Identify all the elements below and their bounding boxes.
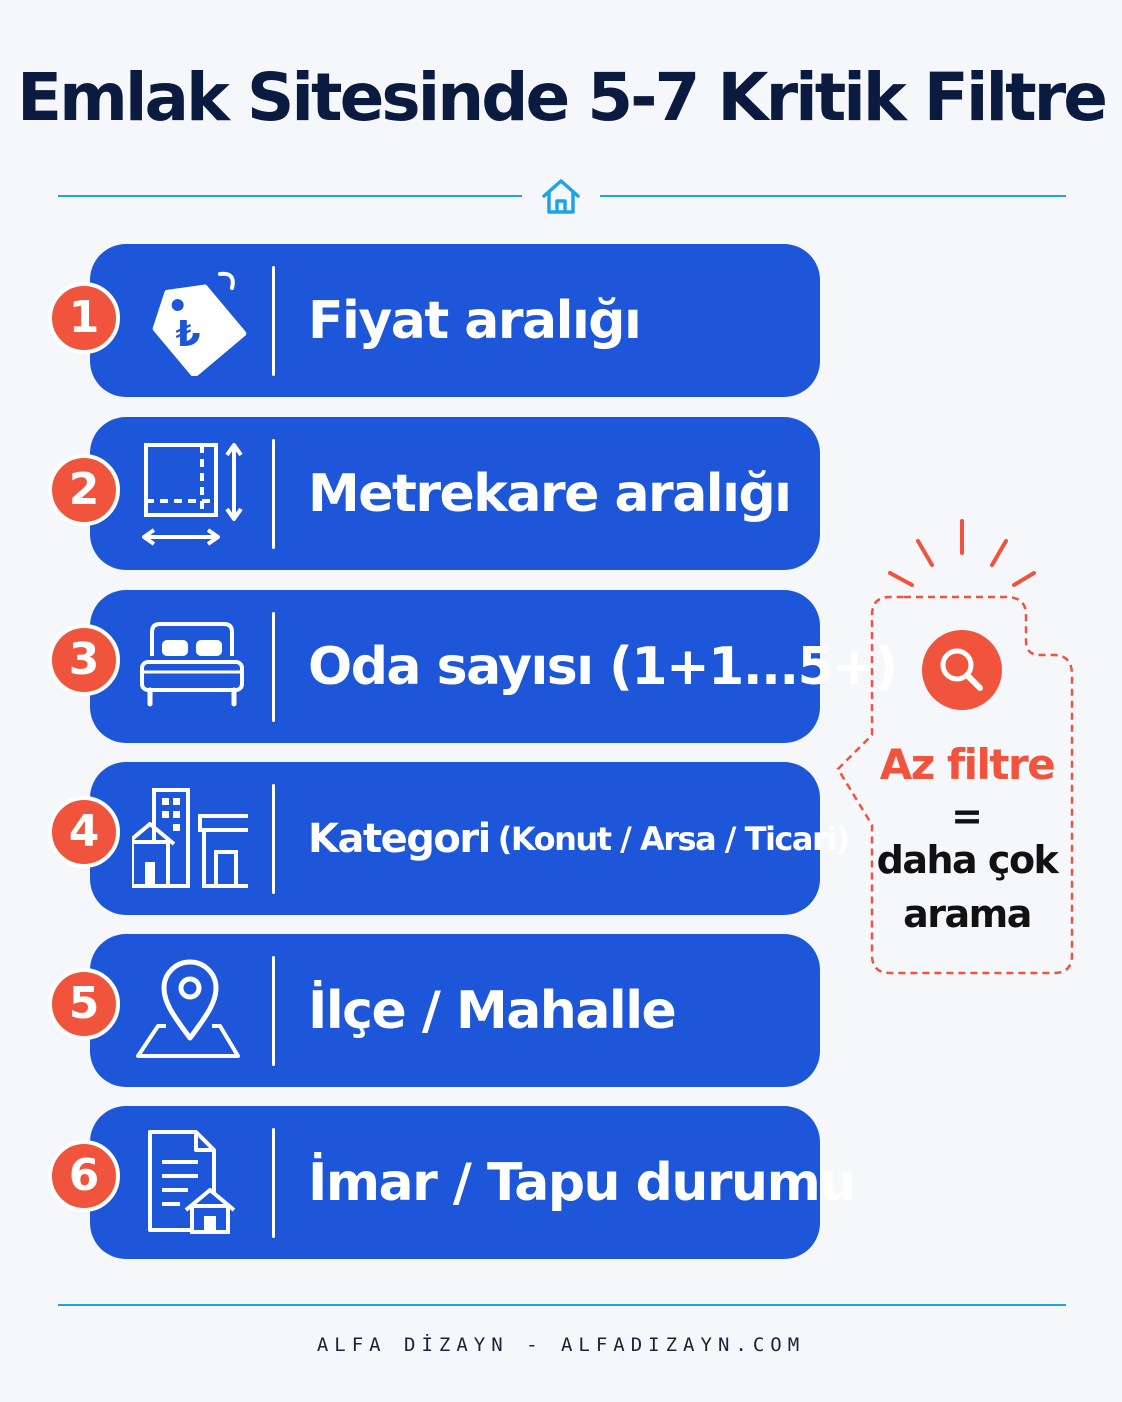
filter-label-sub: (Konut / Arsa / Ticari) — [497, 819, 849, 858]
filter-card-area — [90, 417, 820, 570]
step-badge-2: 2 — [48, 454, 120, 526]
svg-text:₺: ₺ — [175, 314, 201, 355]
filter-label: Fiyat aralığı — [308, 290, 641, 351]
card-divider — [272, 266, 275, 376]
step-badge-4: 4 — [48, 796, 120, 868]
filter-label-main: Kategori — [308, 815, 490, 862]
filter-card-rooms — [90, 590, 897, 743]
price-tag-lira-icon — [132, 266, 248, 376]
header-divider-left — [58, 195, 522, 197]
bed-icon — [132, 612, 248, 722]
buildings-icon — [132, 784, 248, 894]
card-divider — [272, 612, 275, 722]
step-badge-3: 3 — [48, 624, 120, 696]
footer-divider — [58, 1304, 1066, 1306]
map-pin-icon — [132, 956, 248, 1066]
card-divider — [272, 1128, 275, 1238]
card-divider — [272, 439, 275, 549]
search-icon — [920, 628, 1004, 712]
home-icon — [540, 176, 582, 216]
filter-label — [308, 762, 849, 915]
filter-label: İlçe / Mahalle — [308, 980, 676, 1041]
page-title: Emlak Sitesinde 5-7 Kritik Filtre — [16, 59, 1105, 136]
filter-card-zoning — [90, 1106, 855, 1259]
filter-label: Metrekare aralığı — [308, 463, 791, 524]
filter-card-location — [90, 934, 820, 1087]
step-badge-6: 6 — [48, 1140, 120, 1212]
card-divider — [272, 956, 275, 1066]
document-house-icon — [132, 1128, 248, 1238]
header-divider-right — [600, 195, 1066, 197]
filter-card-category — [90, 762, 849, 915]
step-badge-1: 1 — [48, 282, 120, 354]
area-dimensions-icon — [132, 439, 248, 549]
callout-line-1: Az filtre — [879, 740, 1055, 789]
filter-label: İmar / Tapu durumu — [308, 1152, 855, 1213]
callout-line-2: = — [951, 794, 983, 838]
card-divider — [272, 784, 275, 894]
callout-line-4: arama — [903, 892, 1031, 936]
filter-label: Oda sayısı (1+1...5+) — [308, 636, 897, 697]
step-badge-5: 5 — [48, 968, 120, 1040]
callout-line-3: daha çok — [876, 838, 1058, 882]
footer-text: ALFA DİZAYN - ALFADIZAYN.COM — [316, 1334, 806, 1356]
filter-card-price — [90, 244, 820, 397]
